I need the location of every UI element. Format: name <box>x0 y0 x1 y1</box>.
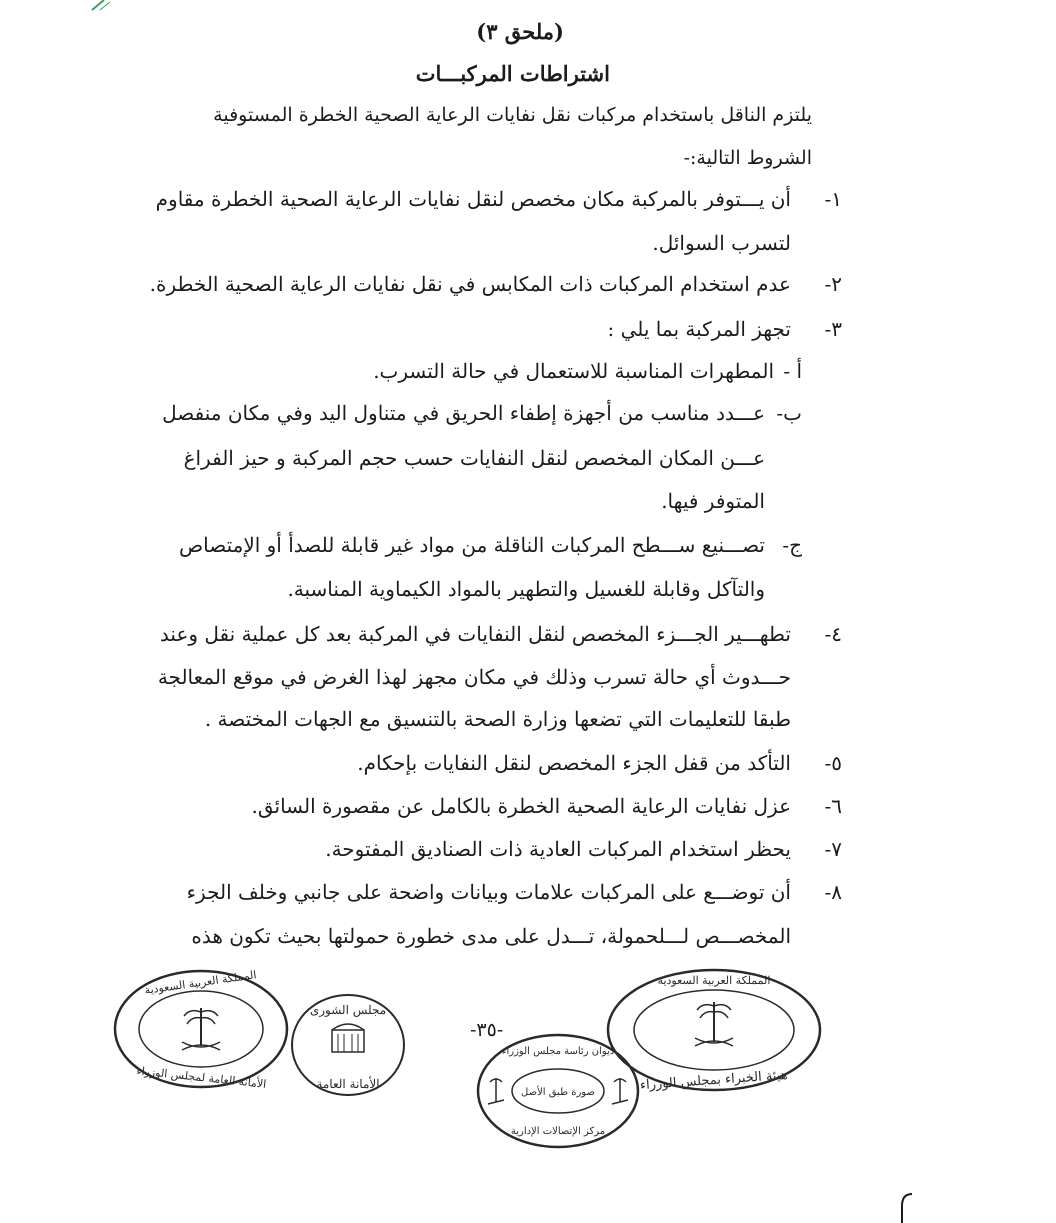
svg-text:مركز الإتصالات الإدارية: مركز الإتصالات الإدارية <box>510 1126 606 1137</box>
sub-item-text: تصـــنيع ســـطح المركبات الناقلة من مواد غير قابلة للصدأ أو الإمتصاص <box>178 533 765 557</box>
item-number: ٦- <box>824 794 842 818</box>
item-number: ٨- <box>824 880 842 904</box>
margin-bracket-mark <box>896 1192 916 1223</box>
sub-item-text: المطهرات المناسبة للاستعمال في حالة التسرب. <box>373 359 774 383</box>
intro-line-2: الشروط التالية:- <box>683 147 812 169</box>
item-number: ١- <box>824 187 842 211</box>
svg-text:ديوان رئاسة مجلس الوزراء: ديوان رئاسة مجلس الوزراء <box>501 1046 615 1057</box>
item-number: ٧- <box>824 837 842 861</box>
item-text: تجهز المركبة بما يلي : <box>607 317 791 341</box>
item-number: ٢- <box>824 272 842 296</box>
sub-item-text: والتآكل وقابلة للغسيل والتطهير بالمواد الكيماوية المناسبة. <box>287 577 765 601</box>
stamp-general-secretariat <box>112 968 290 1090</box>
corner-mark <box>0 0 120 12</box>
item-text: لتسرب السوائل. <box>652 231 791 255</box>
item-text: حـــدوث أي حالة تسرب وذلك في مكان مجهز لهذا الغرض في موقع المعالجة <box>157 665 791 689</box>
item-number: ٥- <box>824 751 842 775</box>
svg-text:المملكة العربية السعودية: المملكة العربية السعودية <box>657 974 771 987</box>
stamp-shura-council <box>288 990 408 1100</box>
svg-text:هيئة الخبراء بمجلس الوزراء: هيئة الخبراء بمجلس الوزراء <box>639 1067 789 1094</box>
item-text: أن يـــتوفر بالمركبة مكان مخصص لنقل نفايات الرعاية الصحية الخطرة مقاوم <box>155 187 791 211</box>
sub-item-text: عـــدد مناسب من أجهزة إطفاء الحريق في متناول اليد وفي مكان منفصل <box>162 401 765 425</box>
item-text: عزل نفايات الرعاية الصحية الخطرة بالكامل عن مقصورة السائق. <box>251 794 791 818</box>
item-text: تطهـــير الجـــزء المخصص لنقل النفايات في المركبة بعد كل عملية نقل وعند <box>159 622 791 646</box>
sub-item-text: المتوفر فيها. <box>661 489 765 513</box>
sub-item-letter: أ - <box>783 359 802 383</box>
item-text: عدم استخدام المركبات ذات المكابس في نقل نفايات الرعاية الصحية الخطرة. <box>149 272 791 296</box>
svg-text:الأمانة العامة لمجلس الوزراء: الأمانة العامة لمجلس الوزراء <box>135 1064 267 1091</box>
page-number: -٣٥- <box>470 1019 504 1041</box>
page-title: اشتراطات المركبـــات <box>415 61 610 86</box>
sub-item-text: عـــن المكان المخصص لنقل النفايات حسب حجم المركبة و حيز الفراغ <box>183 446 765 470</box>
svg-text:الأمانة العامة: الأمانة العامة <box>316 1077 380 1091</box>
item-text: المخصـــص لـــلحمولة، تـــدل على مدى خطورة حمولتها بحيث تكون هذه <box>191 924 791 948</box>
sub-item-letter: ج- <box>782 533 802 557</box>
sub-item-letter: ب- <box>776 401 802 425</box>
item-text: التأكد من قفل الجزء المخصص لنقل النفايات بإحكام. <box>357 751 791 775</box>
svg-text:صورة طبق الأصل: صورة طبق الأصل <box>521 1087 595 1098</box>
item-number: ٤- <box>824 622 842 646</box>
stamp-experts-commission <box>604 966 824 1094</box>
item-number: ٣- <box>824 317 842 341</box>
item-text: طبقا للتعليمات التي تضعها وزارة الصحة بالتنسيق مع الجهات المختصة . <box>204 707 791 731</box>
intro-line-1: يلتزم الناقل باستخدام مركبات نقل نفايات الرعاية الصحية الخطرة المستوفية <box>213 104 812 126</box>
annex-number: (ملحق ٣) <box>476 19 564 44</box>
svg-text:المملكة العربية السعودية: المملكة العربية السعودية <box>143 968 258 997</box>
item-text: يحظر استخدام المركبات العادية ذات الصناديق المفتوحة. <box>325 837 791 861</box>
item-text: أن توضـــع على المركبات علامات وبيانات واضحة على جانبي وخلف الجزء <box>186 880 791 904</box>
svg-text:مجلس الشورى: مجلس الشورى <box>309 1003 387 1017</box>
